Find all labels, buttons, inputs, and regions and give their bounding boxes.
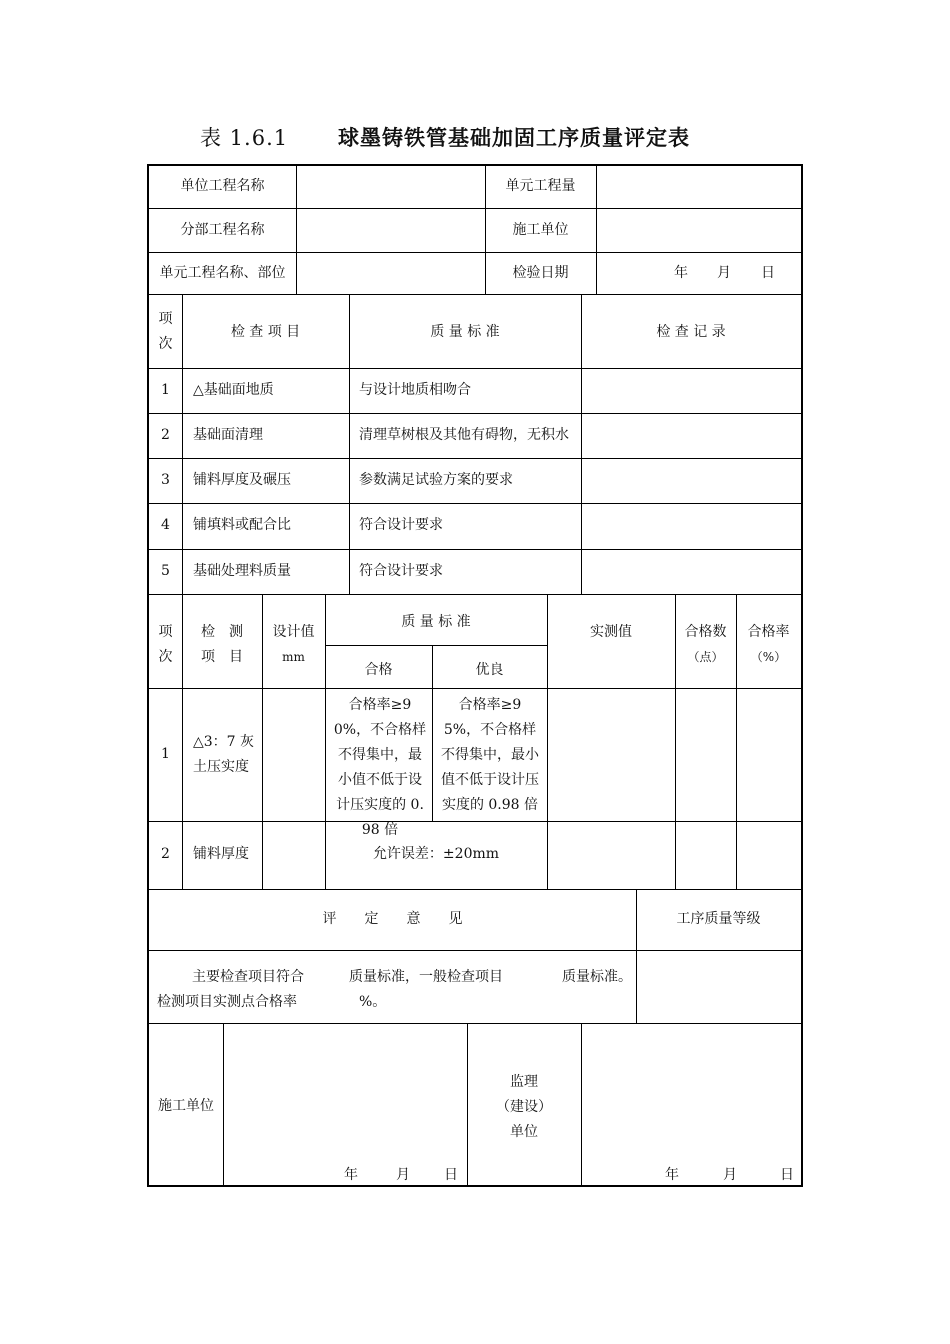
row-line [149,594,801,595]
quality-standard: 参数满足试验方案的要求 [359,472,513,488]
inspection-item: 铺料厚度及碾压 [193,472,291,488]
process-quality-grade-label: 工序质量等级 [676,911,761,927]
col-pass: 合格 [364,662,393,678]
supervisor-label: （建设） [496,1099,552,1115]
construction-unit-label: 施工单位 [512,222,569,238]
col-item-no: 项 [158,624,173,640]
date-day: 日 [761,265,775,281]
supervisor-label: 单位 [510,1124,538,1140]
row-no: 5 [161,563,170,579]
col-inspection-record: 检 查 记 录 [656,324,726,340]
col-line [296,166,297,294]
sign-day: 日 [444,1167,458,1183]
row-no: 2 [161,427,170,443]
col-inspection-item: 检 查 项 目 [230,324,301,340]
evaluation-form [147,164,803,1187]
inspection-date-label: 检验日期 [512,265,569,281]
excellent-standard: 合格率≥95%，不合格样不得集中，最小值不低于设计压实度的 0.98 倍 [441,697,539,813]
row-line [149,688,801,689]
row-line [149,413,801,414]
construction-unit-label: 施工单位 [158,1098,214,1114]
col-pass-rate: 合格率 [747,624,790,640]
row-line [149,889,801,890]
col-pass-count: 合格数 [684,624,727,640]
col-measurement-item: 项 目 [201,649,243,665]
col-quality-standard: 质 量 标 准 [401,614,471,630]
row-no: 3 [161,472,170,488]
pass-standard: 合格率≥90%，不合格样不得集中，最小值不低于设计压实度的 0.98 倍 [333,697,427,838]
sign-day: 日 [780,1167,794,1183]
quality-standard: 符合设计要求 [359,563,443,579]
col-pass-count: （点） [687,650,724,664]
row-no: 1 [161,382,170,398]
row-line [149,1023,801,1024]
col-design-unit: mm [282,650,305,664]
evaluation-text: 检测项目实测点合格率 [157,994,297,1010]
col-measurement-item: 检 测 [201,624,243,640]
row-line [149,252,801,253]
date-month: 月 [717,265,731,281]
row-line [149,503,801,504]
table-title: 球墨铸铁管基础加固工序质量评定表 [338,126,690,150]
col-item-no: 次 [158,649,173,665]
evaluation-text: 主要检查项目符合 [192,969,304,985]
inspection-item: 铺填料或配合比 [193,517,291,533]
evaluation-text: 质量标准，一般检查项目 [349,969,503,985]
col-line [223,1023,224,1185]
date-year: 年 [674,265,688,281]
inspection-item: △基础面地质 [193,382,274,398]
row-line [149,950,801,951]
unit-element-quantity-label: 单元工程量 [505,178,576,194]
sign-month: 月 [723,1167,737,1183]
division-project-name-label: 分部工程名称 [180,222,265,238]
col-pass-rate: （%） [750,650,787,664]
row-no: 2 [161,846,170,862]
evaluation-opinion-label: 评 定 意 见 [322,911,463,927]
inspection-item: 基础处理料质量 [193,563,291,579]
col-line [596,166,597,294]
col-measured-value: 实测值 [590,624,632,640]
row-line [149,549,801,550]
row-no: 4 [161,517,170,533]
col-line [581,1023,582,1185]
col-design-value: 设计值 [272,624,315,640]
row-line [149,368,801,369]
col-quality-standard: 质 量 标 准 [430,324,500,340]
col-item-no: 次 [158,336,173,352]
evaluation-text: 质量标准。 [562,969,632,985]
inspection-item: 基础面清理 [193,427,263,443]
row-line [325,645,547,646]
row-line [149,294,801,295]
sign-year: 年 [665,1167,679,1183]
row-no: 1 [161,746,170,762]
quality-standard: 符合设计要求 [359,517,443,533]
tolerance-standard: 允许误差：±20mm [372,846,500,862]
sign-month: 月 [396,1167,410,1183]
table-number: 表 1.6.1 [200,126,289,150]
measurement-item: 铺料厚度 [193,846,249,862]
row-line [149,208,801,209]
sign-year: 年 [344,1167,358,1183]
row-line [149,458,801,459]
col-excellent: 优良 [475,662,504,678]
measurement-item: △3：7 灰土压实度 [193,734,255,775]
col-item-no: 项 [158,311,173,327]
evaluation-text: %。 [359,994,387,1010]
quality-standard: 清理草树根及其他有碍物，无积水 [359,427,569,443]
element-name-location-label: 单元工程名称、部位 [159,265,286,281]
supervisor-label: 监理 [510,1074,538,1090]
row-line [149,821,801,822]
form-title [0,120,950,154]
unit-project-name-label: 单位工程名称 [180,178,265,194]
quality-standard: 与设计地质相吻合 [359,382,471,398]
